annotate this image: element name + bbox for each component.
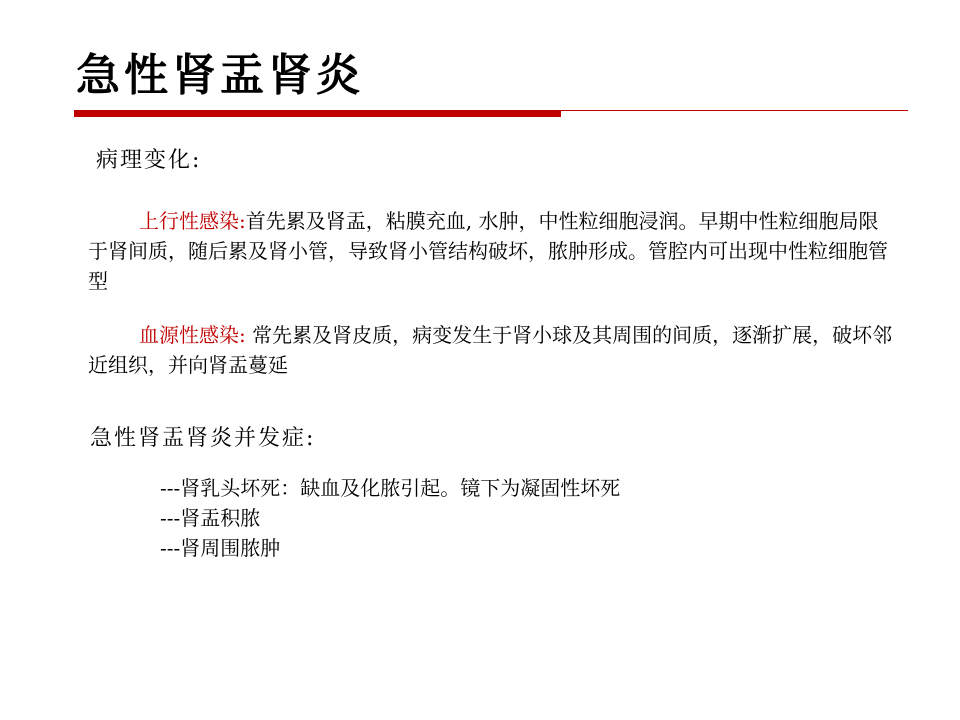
complications-list: [160, 473, 620, 563]
paragraph-label: 血源性感染:: [139, 323, 246, 347]
section-heading-complications: 急性肾盂肾炎并发症:: [90, 426, 316, 451]
paragraph-hematogenous-infection: [88, 320, 898, 380]
paragraph-label: 上行性感染:: [139, 209, 246, 233]
list-item: ---肾盂积脓: [160, 506, 261, 530]
paragraph-ascending-infection: [88, 206, 898, 296]
list-item: ---肾乳头坏死：缺血及化脓引起。镜下为凝固性坏死: [160, 476, 621, 500]
paragraph-text: 常先累及肾皮质，病变发生于肾小球及其周围的间质，逐渐扩展，破坏邻近组织，并向肾盂蔓延: [88, 323, 893, 377]
list-item: ---肾周围脓肿: [160, 536, 281, 560]
section-heading-pathology: 病理变化:: [96, 148, 202, 173]
title-underline-accent: [74, 111, 561, 117]
paragraph-text: 首先累及肾盂，粘膜充血, 水肿，中性粒细胞浸润。早期中性粒细胞局限于肾间质，随后累及肾小管，导致肾小管结构破坏，脓肿形成。管腔内可出现中性粒细胞管型: [88, 209, 888, 293]
slide-title: 急性肾盂肾炎: [76, 50, 364, 101]
